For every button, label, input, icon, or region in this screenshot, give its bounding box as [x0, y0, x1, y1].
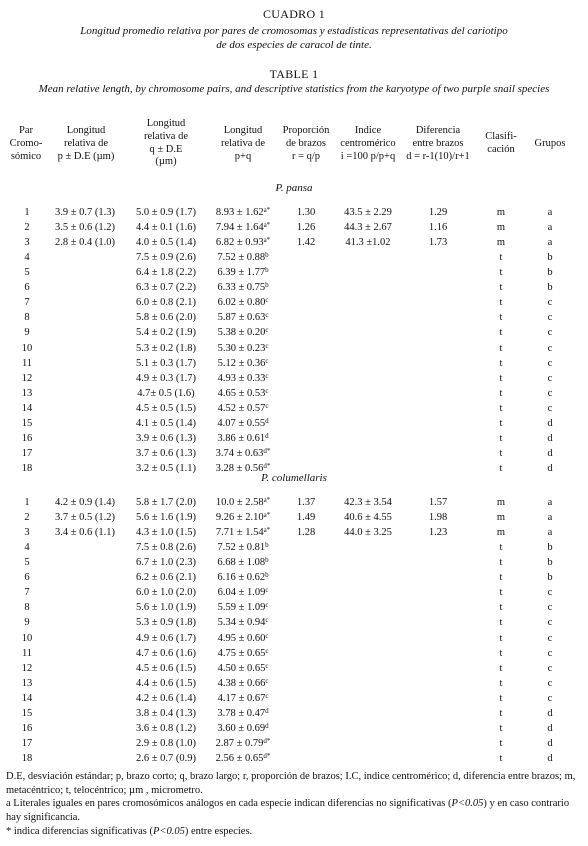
table-row	[0, 693, 588, 709]
cell-pair-number: 17	[21, 737, 33, 749]
cell-group: a	[547, 222, 553, 234]
cell-q-length: 4.9 ± 0.3 (1.7)	[135, 372, 196, 384]
significance-superscript: c	[265, 356, 269, 365]
cell-group: b	[547, 267, 553, 279]
cell-pair-number: 16	[21, 722, 33, 734]
cell-pair-number: 8	[24, 602, 30, 614]
cell-pq-length: $7.94 \pm 1.64^{a*}$	[215, 221, 271, 234]
header-indice-centromerico: Indice centromérico i =100 p/p+q	[340, 125, 396, 162]
cell-group: d	[547, 462, 553, 474]
cell-pq-length: 6.68 ± 1.08$^b$	[217, 556, 269, 569]
cell-pair-number: 11	[21, 357, 33, 369]
cell-classification: t	[499, 267, 503, 279]
cell-group: d	[547, 447, 553, 459]
cell-q-length: 4.7 ± 0.6 (1.6)	[135, 647, 196, 659]
cell-classification: t	[499, 432, 503, 444]
cell-classification: t	[499, 357, 503, 369]
significance-superscript: c	[265, 646, 269, 655]
cell-group: a	[547, 497, 553, 508]
cell-classification: t	[499, 617, 503, 629]
significance-superscript: d	[265, 431, 269, 440]
cell-pq-length: $10.0 \pm 2.58^{a*}$	[215, 496, 271, 508]
cell-q-length: 6.4 ± 1.8 (2.2)	[135, 267, 196, 279]
cell-pq-length: 4.95 ± 0.60$^c$	[217, 631, 269, 644]
cell-group: c	[547, 402, 553, 414]
cell-centromeric-index: 43.5 ± 2.29	[344, 207, 392, 218]
cell-q-length: 6.0 ± 0.8 (2.1)	[135, 297, 196, 309]
cell-classification: t	[499, 587, 503, 599]
cell-group: c	[547, 312, 553, 324]
cell-group: c	[547, 327, 553, 339]
table-row	[0, 542, 588, 558]
cell-classification: t	[499, 722, 503, 734]
cell-p-length: 3.7 ± 0.5 (1.2)	[54, 512, 115, 523]
cell-pair-number: 11	[21, 647, 33, 659]
significance-superscript: c	[265, 691, 269, 700]
cell-q-length: 6.2 ± 0.6 (2.1)	[135, 572, 196, 584]
cell-pq-length: $7.71 \pm 1.54^{a*}$	[215, 526, 271, 539]
significance-superscript: c	[265, 631, 269, 640]
cell-classification: t	[499, 737, 503, 749]
cell-q-length: 3.6 ± 0.8 (1.2)	[135, 722, 196, 734]
cell-classification: t	[499, 447, 503, 459]
significance-superscript: b	[265, 266, 269, 275]
species-label-p-pansa: P. pansa	[275, 182, 313, 194]
cell-pair-number: 9	[24, 617, 30, 629]
table-row	[0, 343, 588, 359]
cell-p-length: 3.9 ± 0.7 (1.3)	[54, 207, 115, 218]
cell-classification: t	[499, 402, 503, 414]
cell-group: b	[547, 282, 553, 294]
species-label-p-columellaris: P. columellaris	[261, 472, 327, 484]
table-row	[0, 617, 588, 633]
table-row	[0, 602, 588, 618]
header-longitud-q: Longitud relativa de q ± D.E (µm)	[143, 118, 188, 168]
cell-q-length: 6.7 ± 1.0 (2.3)	[135, 557, 196, 569]
cell-classification: t	[499, 542, 503, 554]
cell-pq-length: 5.59 ± 1.09$^c$	[217, 601, 269, 614]
table-row	[0, 448, 588, 464]
cell-q-length: 4.2 ± 0.6 (1.4)	[135, 692, 196, 704]
cell-pair-number: 2	[24, 512, 30, 523]
cell-pq-length: $2.87 \pm 0.79^{d*}$	[215, 736, 271, 749]
cell-q-length: 2.6 ± 0.7 (0.9)	[135, 752, 196, 764]
significance-superscript: a*	[263, 236, 271, 245]
cell-q-length: 4.9 ± 0.6 (1.7)	[135, 632, 196, 644]
cell-q-length: 4.5 ± 0.6 (1.5)	[135, 662, 196, 674]
significance-superscript: c	[265, 386, 269, 395]
cell-arm-difference: 1.57	[428, 497, 448, 508]
table-row	[0, 358, 588, 374]
cell-arm-ratio: 1.28	[296, 527, 316, 539]
cell-pair-number: 10	[21, 632, 33, 644]
table-row	[0, 433, 588, 449]
cell-pair-number: 9	[24, 327, 30, 339]
cell-q-length: 5.4 ± 0.2 (1.9)	[135, 327, 196, 339]
cell-pq-length: 3.78 ± 0.47$^d$	[217, 706, 269, 719]
cell-group: c	[547, 387, 553, 399]
cell-classification: t	[499, 632, 503, 644]
cell-pq-length: 3.86 ± 0.61$^d$	[217, 431, 269, 444]
cell-pq-length: 7.52 ± 0.81$^b$	[217, 541, 269, 554]
cell-classification: t	[499, 342, 503, 354]
cell-group: d	[547, 752, 553, 764]
cell-pq-length: 6.33 ± 0.75$^b$	[217, 281, 269, 294]
cell-pq-length: $9.26 \pm 2.10^{a*}$	[215, 511, 271, 523]
cell-group: c	[547, 647, 553, 659]
header-longitud-pq: Longitud relativa de p+q	[220, 125, 265, 162]
cell-pair-number: 4	[24, 542, 30, 554]
table-row	[0, 663, 588, 679]
cell-pair-number: 2	[24, 222, 30, 234]
significance-superscript: c	[265, 341, 269, 350]
spanish-caption-line-1: Longitud promedio relativa por pares de cromosomas y estadísticas representativas del cariotipo	[80, 25, 508, 37]
table-row	[0, 297, 588, 313]
cell-pq-length: 6.39 ± 1.77$^b$	[217, 266, 269, 279]
cell-pq-length: 6.02 ± 0.80$^c$	[217, 296, 269, 309]
significance-superscript: c	[265, 326, 269, 335]
table-row	[0, 723, 588, 739]
header-clasificacion: Clasifi- cación	[485, 131, 517, 155]
cell-q-length: 4.4 ± 0.6 (1.5)	[135, 677, 196, 689]
cell-classification: t	[499, 647, 503, 659]
cell-pq-length: $3.74 \pm 0.63^{d*}$	[215, 446, 271, 459]
cell-group: b	[547, 557, 553, 569]
cell-pq-length: 4.75 ± 0.65$^c$	[217, 646, 269, 659]
significance-superscript: c	[265, 296, 269, 305]
cell-arm-ratio: 1.26	[296, 222, 316, 234]
cell-pq-length: 5.34 ± 0.94$^c$	[217, 616, 269, 629]
significance-superscript: d	[265, 721, 269, 730]
cell-arm-difference: 1.23	[428, 527, 448, 539]
table-row	[0, 373, 588, 389]
cell-pq-length: 5.38 ± 0.20$^c$	[217, 326, 269, 339]
cell-classification: t	[499, 462, 503, 474]
cell-classification: t	[499, 662, 503, 674]
significance-superscript: d	[265, 416, 269, 425]
cell-pair-number: 4	[24, 252, 30, 264]
cell-group: c	[547, 587, 553, 599]
english-caption: Mean relative length, by chromosome pairs, and descriptive statistics from the karyotype of two purple snail species	[38, 83, 550, 95]
cell-pair-number: 7	[24, 297, 30, 309]
significance-superscript: b	[265, 251, 269, 260]
footnote-asterisk: * indica diferencias significativas (P<0.05) entre especies.	[6, 826, 253, 837]
table-row	[0, 708, 588, 724]
significance-superscript: b	[265, 571, 269, 580]
cell-q-length: 6.3 ± 0.7 (2.2)	[135, 282, 196, 294]
significance-superscript: a*	[263, 511, 271, 519]
cell-centromeric-index: 41.3 ±1.02	[345, 237, 391, 249]
cell-classification: m	[496, 527, 506, 539]
cell-q-length: 5.3 ± 0.2 (1.8)	[135, 342, 196, 354]
significance-superscript: a*	[263, 496, 271, 504]
cell-classification: t	[499, 372, 503, 384]
cell-q-length: 2.9 ± 0.8 (1.0)	[135, 737, 196, 749]
cell-p-length: 4.2 ± 0.9 (1.4)	[54, 497, 115, 508]
cell-q-length: 4.3 ± 1.0 (1.5)	[135, 527, 196, 539]
spanish-caption-line-2: de dos especies de caracol de tinte.	[216, 39, 372, 51]
cell-pair-number: 16	[21, 432, 33, 444]
table-row	[0, 633, 588, 649]
cell-group: b	[547, 542, 553, 554]
significance-superscript: c	[265, 401, 269, 410]
cell-classification: t	[499, 707, 503, 719]
significance-superscript: c	[265, 371, 269, 380]
cuadro-title: CUADRO 1	[262, 7, 326, 21]
cell-pq-length: 4.50 ± 0.65$^c$	[217, 661, 269, 674]
table-row	[0, 267, 588, 283]
significance-superscript: d*	[263, 446, 271, 455]
cell-classification: t	[499, 417, 503, 429]
cell-pair-number: 6	[24, 282, 30, 294]
cell-group: d	[547, 707, 553, 719]
cell-group: c	[547, 297, 553, 309]
cell-pair-number: 13	[21, 677, 33, 689]
cell-classification: t	[499, 297, 503, 309]
cell-classification: m	[496, 222, 506, 234]
cell-q-length: 4.7± 0.5 (1.6)	[137, 387, 195, 399]
table-row	[0, 527, 588, 543]
cell-group: c	[547, 357, 553, 369]
cell-pair-number: 12	[21, 372, 33, 384]
significance-superscript: a*	[263, 526, 271, 535]
cell-q-length: 7.5 ± 0.8 (2.6)	[135, 542, 196, 554]
cell-centromeric-index: 42.3 ± 3.54	[344, 497, 392, 508]
header-grupos: Grupos	[534, 138, 566, 149]
table-row	[0, 587, 588, 603]
table-row	[0, 312, 588, 328]
significance-superscript: d*	[263, 751, 271, 760]
table-row	[0, 252, 588, 268]
cell-group: d	[547, 432, 553, 444]
cell-pq-length: 4.07 ± 0.55$^d$	[217, 416, 269, 429]
significance-superscript: d*	[263, 736, 271, 745]
cell-group: a	[547, 512, 553, 523]
cell-pair-number: 12	[21, 662, 33, 674]
cell-pq-length: 6.04 ± 1.09$^c$	[217, 586, 269, 599]
table-row	[0, 512, 588, 528]
cell-group: c	[547, 632, 553, 644]
table-row	[0, 403, 588, 419]
cell-pq-length: $2.56 \pm 0.65^{d*}$	[215, 751, 271, 764]
cell-classification: t	[499, 282, 503, 294]
cell-pq-length: 4.65 ± 0.53$^c$	[217, 386, 269, 399]
cell-p-length: 3.5 ± 0.6 (1.2)	[54, 222, 115, 234]
cell-classification: t	[499, 572, 503, 584]
cell-group: c	[547, 372, 553, 384]
table-row	[0, 222, 588, 238]
cell-classification: m	[496, 237, 506, 249]
cell-classification: m	[496, 497, 506, 508]
significance-superscript: c	[265, 676, 269, 685]
cell-q-length: 3.9 ± 0.6 (1.3)	[135, 432, 196, 444]
table-row	[0, 418, 588, 434]
cell-pq-length: 4.17 ± 0.67$^c$	[217, 691, 269, 704]
cell-centromeric-index: 44.0 ± 3.25	[344, 527, 392, 539]
footnote-literals: a Literales iguales en pares cromosómicos análogos en cada especie indican diferencias no significativas (P<0.05) y en caso contrario hay significancia.	[6, 798, 570, 823]
table-title: TABLE 1	[269, 67, 319, 81]
cell-p-length: 3.4 ± 0.6 (1.1)	[54, 527, 115, 539]
cell-arm-ratio: 1.37	[296, 497, 316, 508]
cell-group: c	[547, 602, 553, 614]
significance-superscript: c	[265, 586, 269, 595]
cell-pq-length: 4.52 ± 0.57$^c$	[217, 401, 269, 414]
significance-superscript: a*	[263, 221, 271, 230]
cell-pair-number: 10	[21, 342, 33, 354]
header-par-cromosomico: Par Cromo- sómico	[9, 125, 43, 162]
cell-q-length: 3.7 ± 0.6 (1.3)	[135, 447, 196, 459]
cell-pq-length: 5.87 ± 0.63$^c$	[217, 311, 269, 324]
cell-centromeric-index: 44.3 ± 2.67	[344, 222, 392, 234]
cell-pair-number: 1	[24, 497, 30, 508]
cell-pq-length: 5.30 ± 0.23$^c$	[217, 341, 269, 354]
significance-superscript: b	[265, 281, 269, 290]
cell-pair-number: 18	[21, 752, 33, 764]
cell-q-length: 5.6 ± 1.6 (1.9)	[135, 512, 196, 523]
footnote-abbreviations: D.E, desviación estándar; p, brazo corto; q, brazo largo; r, proporción de brazos; I.C, índice centromérico; d, diferencia entre brazos; m, metacéntrico; t, telocéntrico; µm , micrometro.	[6, 771, 576, 796]
cell-pair-number: 7	[24, 587, 30, 599]
cell-pq-length: 7.52 ± 0.88$^b$	[217, 251, 269, 264]
cell-q-length: 4.0 ± 0.5 (1.4)	[135, 237, 196, 249]
cell-pq-length: $8.93 \pm 1.62^{a*}$	[215, 206, 271, 218]
significance-superscript: a*	[263, 206, 271, 214]
table-row	[0, 497, 588, 513]
cell-pq-length: 3.60 ± 0.69$^d$	[217, 721, 269, 734]
cell-pair-number: 15	[21, 707, 33, 719]
cell-q-length: 5.0 ± 0.9 (1.7)	[135, 207, 196, 218]
cell-group: b	[547, 572, 553, 584]
cell-pair-number: 6	[24, 572, 30, 584]
cell-classification: t	[499, 387, 503, 399]
cell-q-length: 4.4 ± 0.1 (1.6)	[135, 222, 196, 234]
header-diferencia-brazos: Diferencia entre brazos d = r-1(10)/r+1	[406, 125, 470, 162]
cell-group: c	[547, 677, 553, 689]
table-row	[0, 678, 588, 694]
cell-group: a	[547, 527, 553, 539]
header-longitud-p: Longitud relativa de p ± D.E (µm)	[57, 125, 115, 162]
significance-superscript: c	[265, 616, 269, 625]
table-row	[0, 738, 588, 754]
cell-q-length: 4.5 ± 0.5 (1.5)	[135, 402, 196, 414]
table-row	[0, 282, 588, 298]
cell-group: b	[547, 252, 553, 264]
cell-q-length: 5.8 ± 0.6 (2.0)	[135, 312, 196, 324]
significance-superscript: b	[265, 556, 269, 565]
cell-q-length: 5.6 ± 1.0 (1.9)	[135, 602, 196, 614]
cell-arm-ratio: 1.42	[296, 237, 316, 249]
cell-classification: t	[499, 602, 503, 614]
cell-classification: t	[499, 312, 503, 324]
table-row	[0, 648, 588, 664]
significance-superscript: c	[265, 661, 269, 670]
cell-group: d	[547, 417, 553, 429]
cell-pq-length: 4.38 ± 0.66$^c$	[217, 676, 269, 689]
cell-pair-number: 5	[24, 267, 30, 279]
cell-arm-difference: 1.29	[428, 207, 448, 218]
table-row	[0, 388, 588, 404]
cell-group: d	[547, 737, 553, 749]
cell-group: c	[547, 662, 553, 674]
cell-pair-number: 3	[24, 527, 30, 539]
cell-q-length: 5.8 ± 1.7 (2.0)	[135, 497, 196, 508]
cell-classification: t	[499, 692, 503, 704]
cell-q-length: 4.1 ± 0.5 (1.4)	[135, 417, 196, 429]
cell-q-length: 7.5 ± 0.9 (2.6)	[135, 252, 196, 264]
cell-pair-number: 15	[21, 417, 33, 429]
cell-pq-length: $6.82 \pm 0.93^{a*}$	[215, 236, 271, 249]
cell-pair-number: 3	[24, 237, 30, 249]
cell-classification: m	[496, 207, 506, 218]
cell-group: a	[547, 237, 553, 249]
cell-classification: m	[496, 512, 506, 523]
cell-pair-number: 14	[21, 402, 33, 414]
cell-pair-number: 18	[21, 462, 33, 474]
cell-group: a	[547, 207, 553, 218]
cell-classification: t	[499, 252, 503, 264]
cell-arm-difference: 1.98	[428, 512, 448, 523]
cell-pq-length: $3.28 \pm 0.56^{d*}$	[215, 461, 271, 474]
table-row	[0, 237, 588, 253]
cell-group: c	[547, 692, 553, 704]
cell-group: d	[547, 722, 553, 734]
significance-superscript: c	[265, 311, 269, 320]
cell-q-length: 3.8 ± 0.4 (1.3)	[135, 707, 196, 719]
cell-q-length: 6.0 ± 1.0 (2.0)	[135, 587, 196, 599]
cell-group: c	[547, 342, 553, 354]
table-row	[0, 753, 588, 769]
cell-pair-number: 5	[24, 557, 30, 569]
cell-classification: t	[499, 752, 503, 764]
cell-arm-difference: 1.16	[428, 222, 448, 234]
cell-pq-length: 4.93 ± 0.33$^c$	[217, 371, 269, 384]
cell-arm-ratio: 1.49	[296, 512, 316, 523]
significance-superscript: b	[265, 541, 269, 550]
significance-superscript: d	[265, 706, 269, 715]
cell-pair-number: 1	[24, 207, 30, 218]
table-row	[0, 557, 588, 573]
cell-classification: t	[499, 327, 503, 339]
header-proporcion-brazos: Proporción de brazos r = q/p	[282, 125, 330, 162]
cell-pq-length: 5.12 ± 0.36$^c$	[217, 356, 269, 369]
cell-pair-number: 14	[21, 692, 33, 704]
cell-pq-length: 6.16 ± 0.62$^b$	[217, 571, 269, 584]
cell-group: c	[547, 617, 553, 629]
cell-arm-difference: 1.73	[428, 237, 448, 249]
cell-q-length: 5.3 ± 0.9 (1.8)	[135, 617, 196, 629]
cell-pair-number: 8	[24, 312, 30, 324]
table-row	[0, 572, 588, 588]
cell-p-length: 2.8 ± 0.4 (1.0)	[54, 237, 115, 249]
significance-superscript: d*	[263, 461, 271, 470]
significance-superscript: c	[265, 601, 269, 610]
table-row	[0, 327, 588, 343]
cell-pair-number: 13	[21, 387, 33, 399]
cell-pair-number: 17	[21, 447, 33, 459]
cell-classification: t	[499, 557, 503, 569]
table-row	[0, 463, 588, 479]
cell-q-length: 3.2 ± 0.5 (1.1)	[135, 462, 196, 474]
cell-centromeric-index: 40.6 ± 4.55	[344, 512, 392, 523]
cell-classification: t	[499, 677, 503, 689]
table-row	[0, 207, 588, 223]
cell-arm-ratio: 1.30	[296, 207, 316, 218]
cell-q-length: 5.1 ± 0.3 (1.7)	[135, 357, 196, 369]
